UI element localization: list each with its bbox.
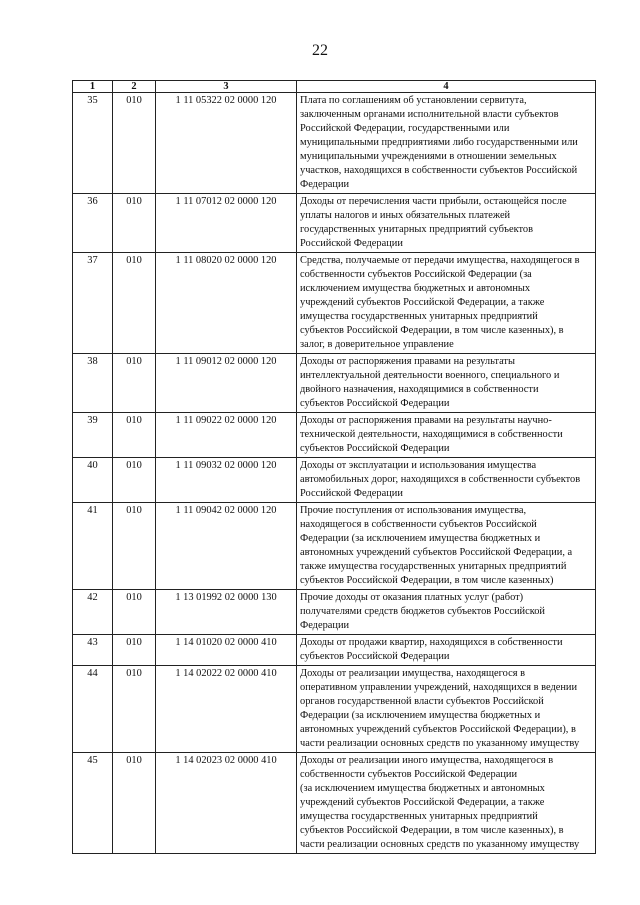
admin-code: 010: [113, 458, 156, 503]
description-line: исключением имущества бюджетных и автономных: [300, 283, 531, 294]
description-line: получателями средств бюджетов субъектов Российской: [300, 606, 545, 617]
revenue-code: 1 14 01020 02 0000 410: [156, 635, 297, 666]
revenue-code: 1 13 01992 02 0000 130: [156, 590, 297, 635]
revenue-description: [297, 413, 596, 458]
row-number: 38: [73, 354, 113, 413]
description-line: также имущества государственных унитарных предприятий: [300, 561, 567, 572]
row-number: 45: [73, 753, 113, 854]
row-number: 37: [73, 253, 113, 354]
revenue-code: 1 11 09042 02 0000 120: [156, 503, 297, 590]
admin-code: 010: [113, 590, 156, 635]
row-number: 42: [73, 590, 113, 635]
revenue-description: [297, 458, 596, 503]
description-line: Доходы от распоряжения правами на результаты научно-: [300, 415, 552, 426]
revenue-description: [297, 503, 596, 590]
revenue-description: [297, 590, 596, 635]
table-row: [73, 503, 596, 590]
description-line: находящегося в собственности субъектов Российской: [300, 519, 537, 530]
admin-code: 010: [113, 253, 156, 354]
description-line: учреждений субъектов Российской Федерации, а также: [300, 797, 545, 808]
column-header-3: 3: [156, 81, 297, 93]
table-row: [73, 753, 596, 854]
column-header-2: 2: [113, 81, 156, 93]
description-line: государственных унитарных предприятий субъектов: [300, 224, 534, 235]
row-number: 43: [73, 635, 113, 666]
admin-code: 010: [113, 666, 156, 753]
description-line: субъектов Российской Федерации, в том числе казенных), в: [300, 325, 564, 336]
description-line: муниципальными предприятиями либо государственными или: [300, 137, 578, 148]
description-line: двойного назначения, находящимися в собственности: [300, 384, 539, 395]
description-line: Доходы от продажи квартир, находящихся в собственности: [300, 637, 563, 648]
description-line: Российской Федерации: [300, 488, 403, 499]
description-line: интеллектуальной деятельности военного, специального и: [300, 370, 560, 381]
description-line: уплаты налогов и иных обязательных платежей: [300, 210, 511, 221]
revenue-code: 1 11 05322 02 0000 120: [156, 93, 297, 194]
revenue-code: 1 14 02023 02 0000 410: [156, 753, 297, 854]
description-line: автономных учреждений субъектов Российской Федерации, а: [300, 547, 573, 558]
description-line: Федерации (за исключением имущества бюджетных и: [300, 533, 541, 544]
description-line: Российской Федерации: [300, 238, 403, 249]
revenue-description: [297, 635, 596, 666]
description-line: имущества государственных унитарных предприятий: [300, 811, 538, 822]
description-line: субъектов Российской Федерации, в том числе казенных), в: [300, 825, 564, 836]
description-line: Доходы от распоряжения правами на результаты: [300, 356, 515, 367]
revenue-codes-table: [72, 80, 596, 854]
admin-code: 010: [113, 503, 156, 590]
description-line: залог, в доверительное управление: [300, 339, 454, 350]
admin-code: 010: [113, 93, 156, 194]
description-line: Доходы от эксплуатации и использования имущества: [300, 460, 537, 471]
revenue-code: 1 11 09032 02 0000 120: [156, 458, 297, 503]
description-line: Доходы от перечисления части прибыли, остающейся после: [300, 196, 567, 207]
description-line: субъектов Российской Федерации: [300, 443, 450, 454]
revenue-description: [297, 753, 596, 854]
description-line: субъектов Российской Федерации, в том числе казенных): [300, 575, 554, 586]
row-number: 35: [73, 93, 113, 194]
description-line: субъектов Российской Федерации: [300, 398, 450, 409]
description-line: части реализации основных средств по указанному имуществу: [300, 738, 580, 749]
revenue-code: 1 11 07012 02 0000 120: [156, 194, 297, 253]
revenue-code: 1 11 08020 02 0000 120: [156, 253, 297, 354]
description-line: участков, находящихся в собственности субъектов Российской: [300, 165, 578, 176]
description-line: Средства, получаемые от передачи имущества, находящегося в: [300, 255, 580, 266]
revenue-description: [297, 253, 596, 354]
description-line: Доходы от реализации имущества, находящегося в: [300, 668, 525, 679]
description-line: заключенным органами исполнительной власти субъектов: [300, 109, 559, 120]
column-header-4: 4: [297, 81, 596, 93]
description-line: оперативном управлении учреждений, находящихся в ведении: [300, 682, 578, 693]
description-line: собственности субъектов Российской Федерации: [300, 769, 518, 780]
description-line: технической деятельности, находящимися в собственности: [300, 429, 563, 440]
revenue-description: [297, 354, 596, 413]
description-line: субъектов Российской Федерации: [300, 651, 450, 662]
revenue-description: [297, 93, 596, 194]
revenue-description: [297, 194, 596, 253]
description-line: (за исключением имущества бюджетных и автономных: [300, 783, 545, 794]
description-line: части реализации основных средств по указанному имуществу: [300, 839, 580, 850]
description-line: автономных учреждений субъектов Российской Федерации), в: [300, 724, 576, 735]
admin-code: 010: [113, 413, 156, 458]
description-line: Федерации (за исключением имущества бюджетных и: [300, 710, 541, 721]
description-line: автомобильных дорог, находящихся в собственности субъектов: [300, 474, 581, 485]
description-line: Прочие поступления от использования имущества,: [300, 505, 527, 516]
description-line: собственности субъектов Российской Федерации (за: [300, 269, 532, 280]
description-line: учреждений субъектов Российской Федерации, а также: [300, 297, 545, 308]
row-number: 40: [73, 458, 113, 503]
revenue-code: 1 14 02022 02 0000 410: [156, 666, 297, 753]
admin-code: 010: [113, 635, 156, 666]
description-line: Федерации: [300, 179, 350, 190]
description-line: Российской Федерации, государственными или: [300, 123, 510, 134]
table-row: [73, 635, 596, 666]
description-line: органов государственной власти субъектов Российской: [300, 696, 544, 707]
row-number: 39: [73, 413, 113, 458]
description-line: Прочие доходы от оказания платных услуг (работ): [300, 592, 524, 603]
table-row: [73, 354, 596, 413]
revenue-code: 1 11 09022 02 0000 120: [156, 413, 297, 458]
description-line: Федерации: [300, 620, 350, 631]
table-header-row: [73, 81, 596, 93]
row-number: 41: [73, 503, 113, 590]
table-row: [73, 458, 596, 503]
column-header-1: 1: [73, 81, 113, 93]
table-row: [73, 666, 596, 753]
description-line: имущества государственных унитарных предприятий: [300, 311, 538, 322]
table-row: [73, 93, 596, 194]
table-row: [73, 253, 596, 354]
table-row: [73, 194, 596, 253]
description-line: муниципальными учреждениями в отношении земельных: [300, 151, 557, 162]
admin-code: 010: [113, 753, 156, 854]
table-row: [73, 590, 596, 635]
description-line: Плата по соглашениям об установлении сервитута,: [300, 95, 527, 106]
description-line: Доходы от реализации иного имущества, находящегося в: [300, 755, 554, 766]
row-number: 44: [73, 666, 113, 753]
table-row: [73, 413, 596, 458]
revenue-code: 1 11 09012 02 0000 120: [156, 354, 297, 413]
admin-code: 010: [113, 194, 156, 253]
revenue-description: [297, 666, 596, 753]
row-number: 36: [73, 194, 113, 253]
page-number: 22: [312, 42, 328, 59]
admin-code: 010: [113, 354, 156, 413]
